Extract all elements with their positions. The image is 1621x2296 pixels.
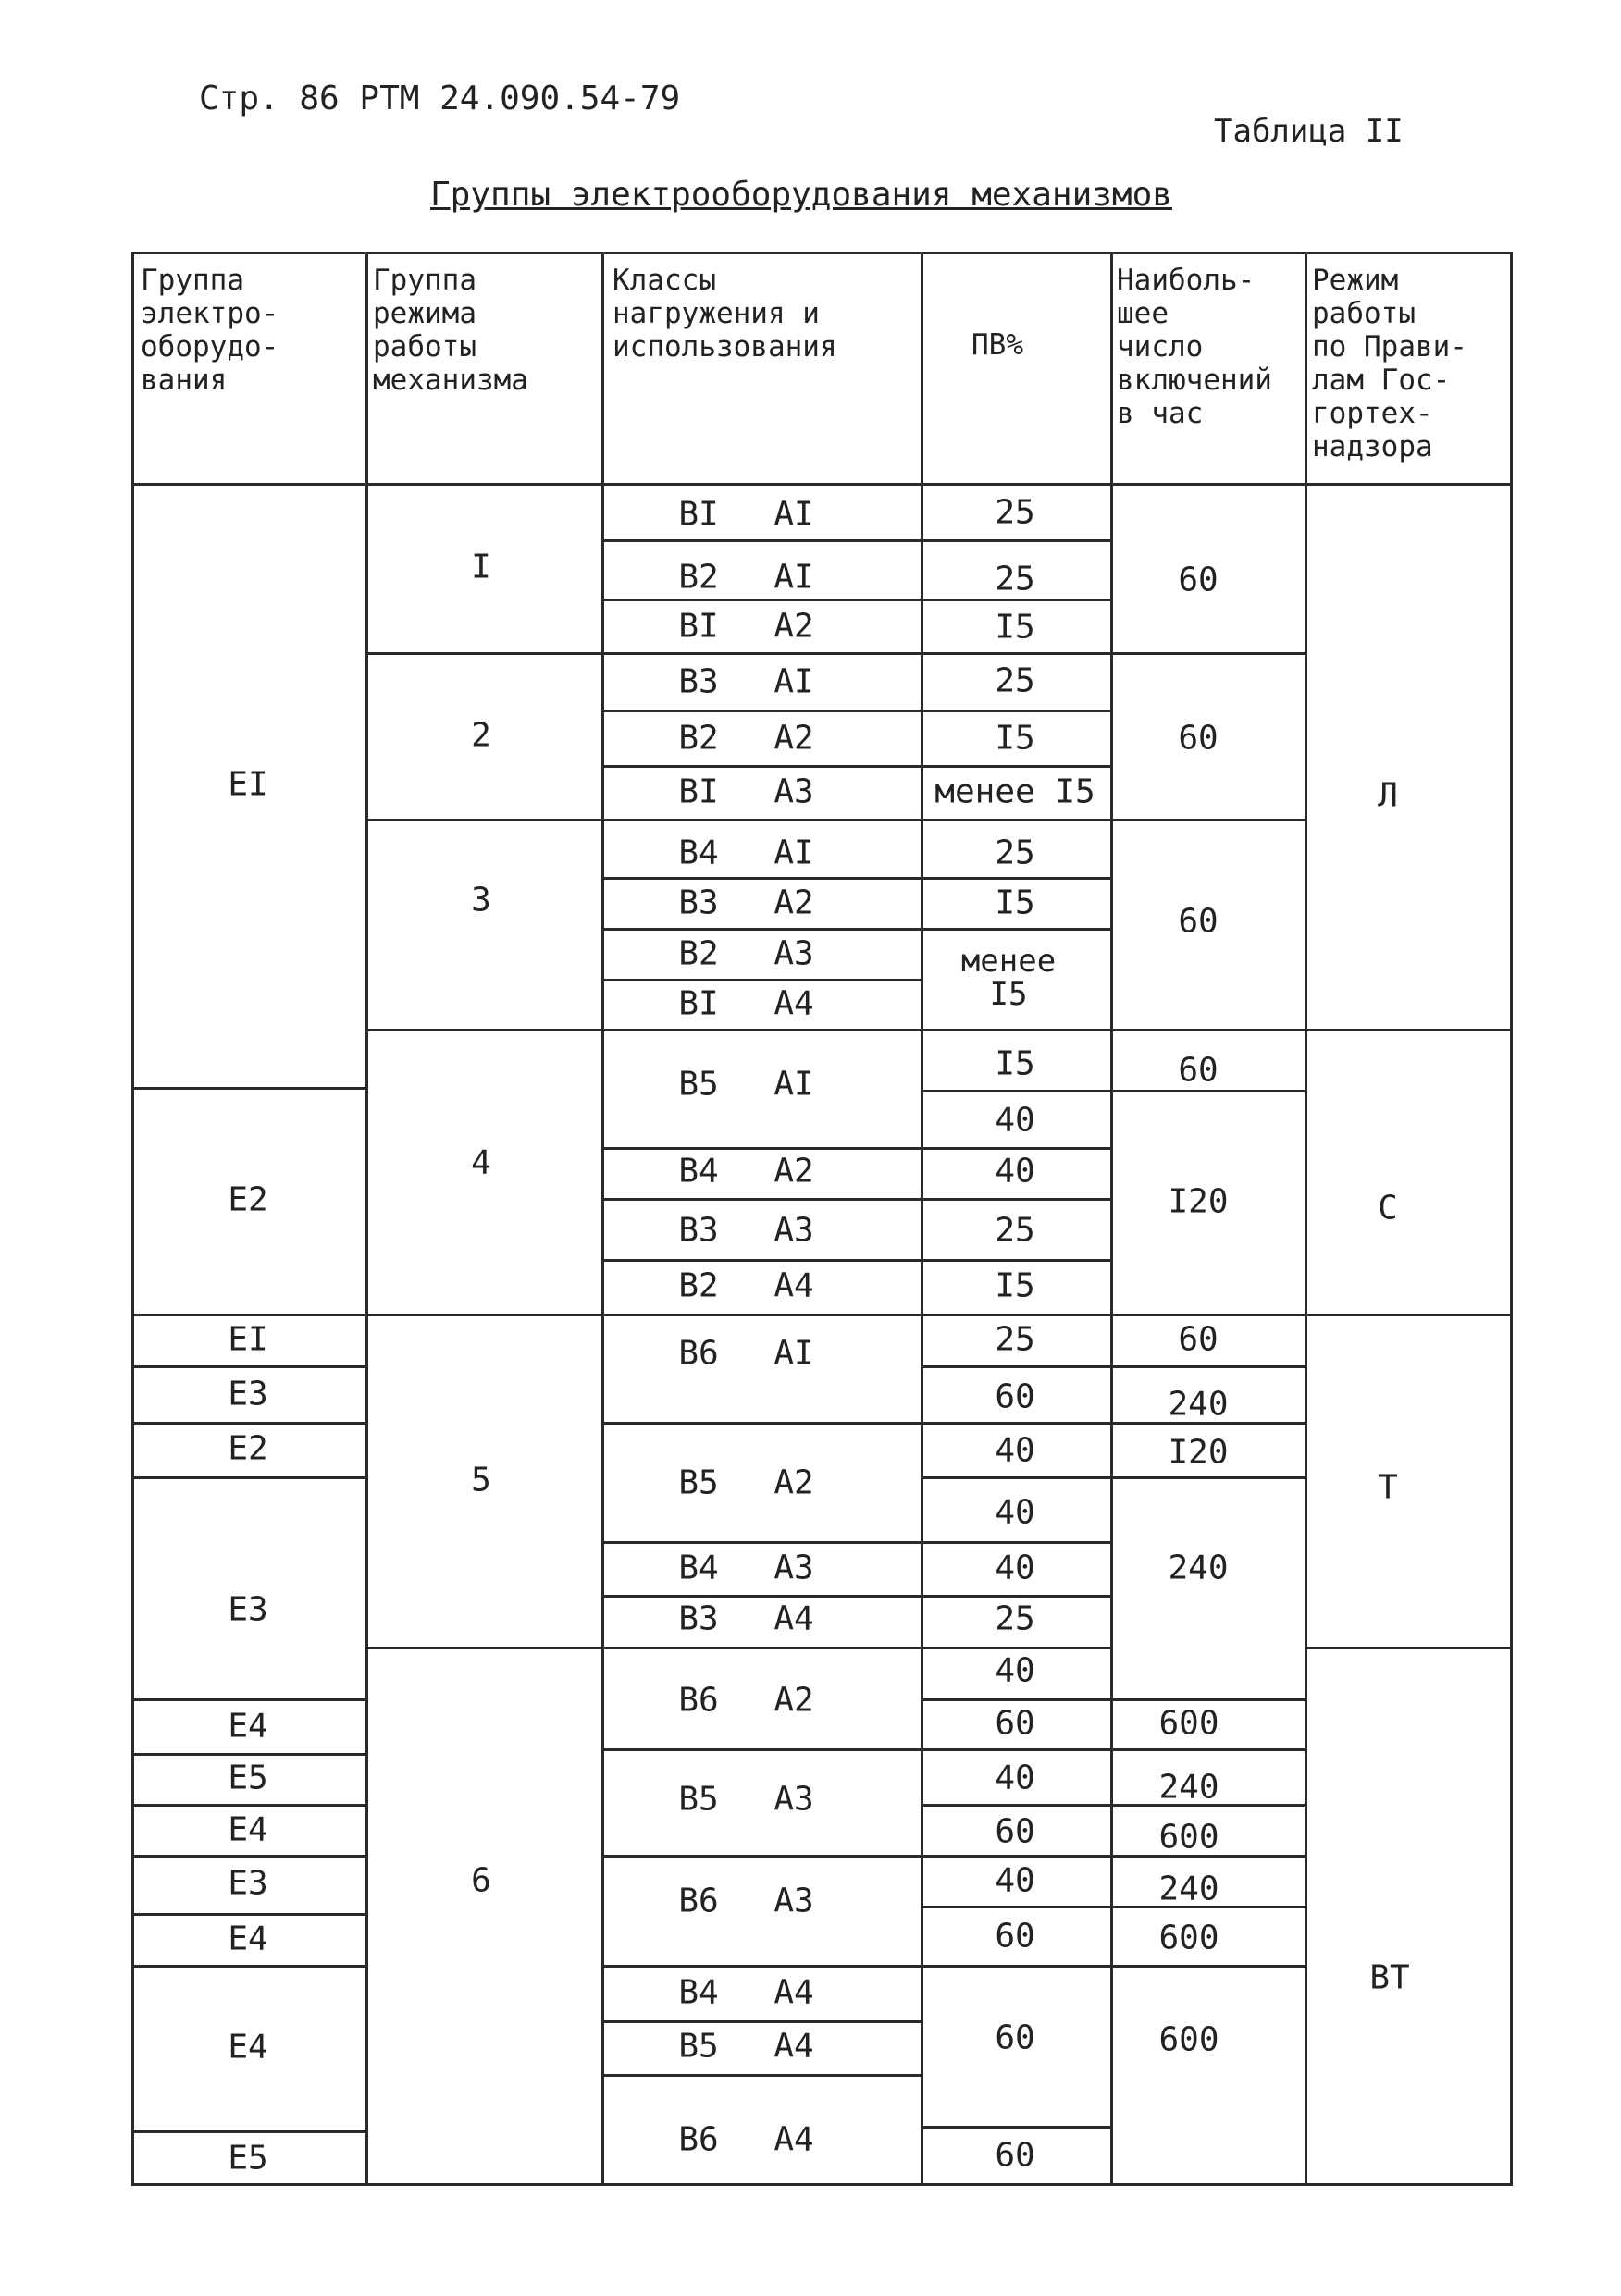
pv-cell: I5 xyxy=(995,608,1035,647)
electro-group-cell: Е5 xyxy=(228,1759,268,1797)
pv-cell: 40 xyxy=(995,1759,1035,1797)
col-header-pv: ПВ% xyxy=(971,328,1023,362)
pv-cell: 40 xyxy=(995,1152,1035,1191)
mode-group-cell: 4 xyxy=(471,1143,491,1182)
pv-cell: 40 xyxy=(995,1493,1035,1532)
pv-cell: 60 xyxy=(995,2018,1035,2057)
col-header-regime: Режим работы по Прави- лам Гос- гортех- надзора xyxy=(1312,264,1467,463)
starts-cell: I20 xyxy=(1168,1182,1229,1221)
regime-cell: Л xyxy=(1378,776,1398,815)
pv-cell: I5 xyxy=(995,1044,1035,1083)
table-title: Группы электрооборудования механизмов xyxy=(430,176,1172,214)
pv-cell: 60 xyxy=(995,1377,1035,1416)
mode-group-cell: 2 xyxy=(471,716,491,755)
starts-cell: 240 xyxy=(1168,1549,1229,1587)
electro-group-cell: Е2 xyxy=(228,1180,268,1219)
regime-cell: Т xyxy=(1378,1468,1398,1507)
pv-cell: 25 xyxy=(995,833,1035,872)
electro-group-cell: ЕI xyxy=(228,1320,268,1359)
starts-cell: 600 xyxy=(1158,1704,1219,1743)
electro-group-cell: Е4 xyxy=(228,1920,268,1958)
pv-cell: I5 xyxy=(995,1266,1035,1305)
electro-group-cell: Е4 xyxy=(228,1707,268,1746)
pv-cell: I5 xyxy=(995,719,1035,758)
mode-group-cell: 3 xyxy=(471,881,491,920)
pv-cell: 25 xyxy=(995,1211,1035,1250)
pv-cell: 40 xyxy=(995,1651,1035,1690)
starts-cell: 60 xyxy=(1178,561,1219,599)
electro-group-cell: Е3 xyxy=(228,1864,268,1903)
electro-group-cell: Е5 xyxy=(228,2139,268,2178)
pv-cell: I5 xyxy=(995,883,1035,922)
starts-cell: 60 xyxy=(1178,1051,1219,1090)
pv-cell: 60 xyxy=(995,1812,1035,1851)
mode-group-cell: 6 xyxy=(471,1861,491,1900)
electro-group-cell: Е3 xyxy=(228,1590,268,1629)
pv-cell: 40 xyxy=(995,1431,1035,1470)
electro-group-cell: Е4 xyxy=(228,2028,268,2067)
starts-cell: 60 xyxy=(1178,1320,1219,1359)
regime-cell: С xyxy=(1378,1189,1398,1228)
pv-cell: 60 xyxy=(995,2136,1035,2175)
pv-cell: 40 xyxy=(995,1549,1035,1587)
col-header-max-starts: Наиболь- шее число включений в час xyxy=(1117,264,1272,430)
col-header-classes: Классы нагружения и использования xyxy=(613,264,837,364)
starts-cell: 240 xyxy=(1168,1385,1229,1424)
starts-cell: I20 xyxy=(1168,1433,1229,1472)
pv-cell: 25 xyxy=(995,493,1035,532)
pv-cell: 25 xyxy=(995,560,1035,599)
starts-cell: 600 xyxy=(1158,1818,1219,1857)
col-header-electro-group: Группа электро- оборудо- вания xyxy=(141,264,279,397)
mode-group-cell: I xyxy=(471,548,491,586)
electro-group-cell: Е2 xyxy=(228,1429,268,1468)
pv-cell: менее I5 xyxy=(960,943,1057,1013)
electro-group-cell: ЕI xyxy=(228,765,268,804)
starts-cell: 240 xyxy=(1158,1870,1219,1908)
pv-cell: менее I5 xyxy=(934,772,1095,811)
col-header-mode-group: Группа режима работы механизма xyxy=(373,264,528,397)
pv-cell: 60 xyxy=(995,1917,1035,1956)
pv-cell: 40 xyxy=(995,1101,1035,1140)
page-header: Стр. 86 РТМ 24.090.54-79 xyxy=(199,80,681,117)
electro-group-cell: Е4 xyxy=(228,1810,268,1849)
table-number: Таблица II xyxy=(1214,113,1404,150)
pv-cell: 25 xyxy=(995,1599,1035,1638)
pv-cell: 60 xyxy=(995,1704,1035,1743)
starts-cell: 60 xyxy=(1178,719,1219,758)
pv-cell: 25 xyxy=(995,1320,1035,1359)
pv-cell: 40 xyxy=(995,1861,1035,1900)
pv-cell: 25 xyxy=(995,661,1035,700)
starts-cell: 600 xyxy=(1158,1919,1219,1957)
starts-cell: 600 xyxy=(1158,2020,1219,2059)
starts-cell: 60 xyxy=(1178,902,1219,941)
electro-group-cell: Е3 xyxy=(228,1375,268,1413)
mode-group-cell: 5 xyxy=(471,1461,491,1500)
regime-cell: ВТ xyxy=(1369,1958,1410,1997)
starts-cell: 240 xyxy=(1158,1768,1219,1807)
